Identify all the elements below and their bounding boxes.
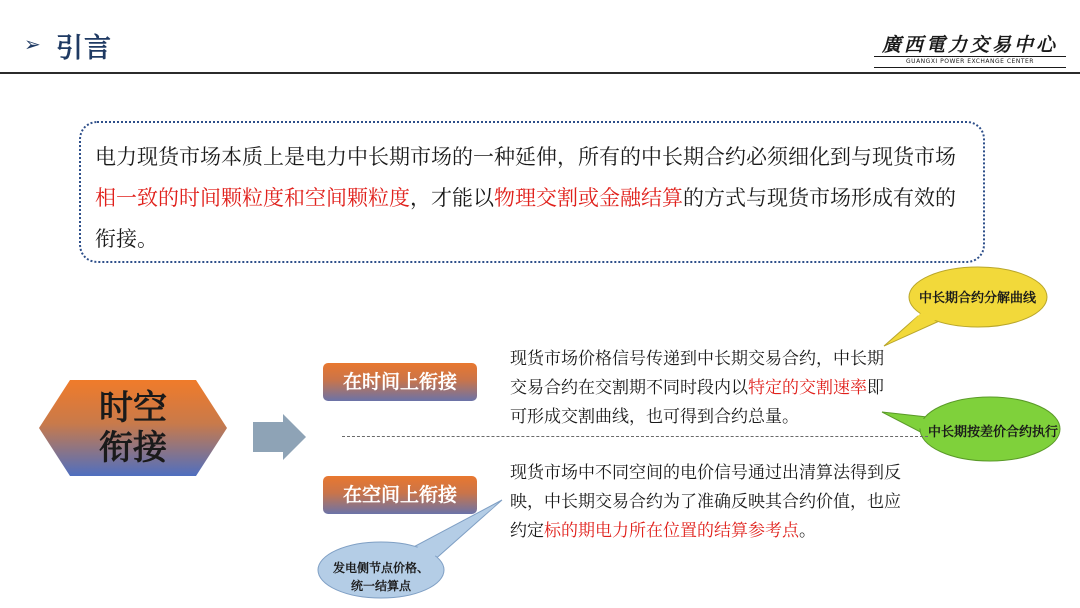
callout-settlement-line2: 统一结算点: [350, 579, 411, 593]
intro-highlight-granularity: 相一致的时间颗粒度和空间颗粒度: [95, 186, 410, 210]
time-connection-label: 在时间上衔接: [323, 363, 477, 401]
time-description: [510, 345, 894, 432]
time-desc-highlight: 特定的交割速率: [748, 378, 867, 398]
time-desc-text-2: 即可形成交割曲线，也可得到合约总量。: [510, 378, 884, 427]
dashed-divider: [342, 436, 928, 437]
space-desc-highlight: 标的期电力所在位置的结算参考点: [544, 521, 799, 541]
intro-text-3: 的方式与现货市场形成有效的衔接。: [95, 186, 956, 251]
callout-yellow: [884, 267, 1047, 346]
callout-contract-curve: 中长期合约分解曲线: [918, 291, 1036, 306]
hexagon-label-line1: 时空: [99, 388, 167, 428]
logo-text-en: GUANGXI POWER EXCHANGE CENTER: [906, 58, 1034, 65]
callout-settlement-line1: 发电侧节点价格、: [332, 561, 429, 575]
space-desc-text-1: 现货市场中不同空间的电价信号通过出清算法得到反映，中长期交易合约为了准确反映其合约价值，也应约定: [510, 463, 901, 541]
hexagon-label-line2: 衔接: [99, 428, 167, 468]
space-description: [510, 459, 902, 546]
intro-text-1: 电力现货市场本质上是电力中长期市场的一种延伸，所有的中长期合约必须细化到与现货市场: [95, 145, 956, 169]
time-desc-text-1: 现货市场价格信号传递到中长期交易合约，中长期交易合约在交割期不同时段内以: [510, 349, 884, 398]
space-desc-text-2: 。: [799, 521, 816, 541]
hexagon-label: [38, 388, 228, 468]
callout-settlement-point: [322, 559, 440, 595]
chevron-right-icon: ➢: [24, 32, 41, 56]
logo-text-cn: 廣西電力交易中心: [881, 34, 1058, 56]
callout-price-difference: 中长期按差价合约执行: [927, 425, 1058, 440]
intro-highlight-settlement: 物理交割或金融结算: [494, 186, 683, 210]
space-connection-label: 在空间上衔接: [323, 476, 477, 514]
intro-text-2: ，才能以: [410, 186, 494, 210]
page-title: 引言: [56, 33, 112, 64]
right-arrow-icon: [253, 414, 306, 460]
